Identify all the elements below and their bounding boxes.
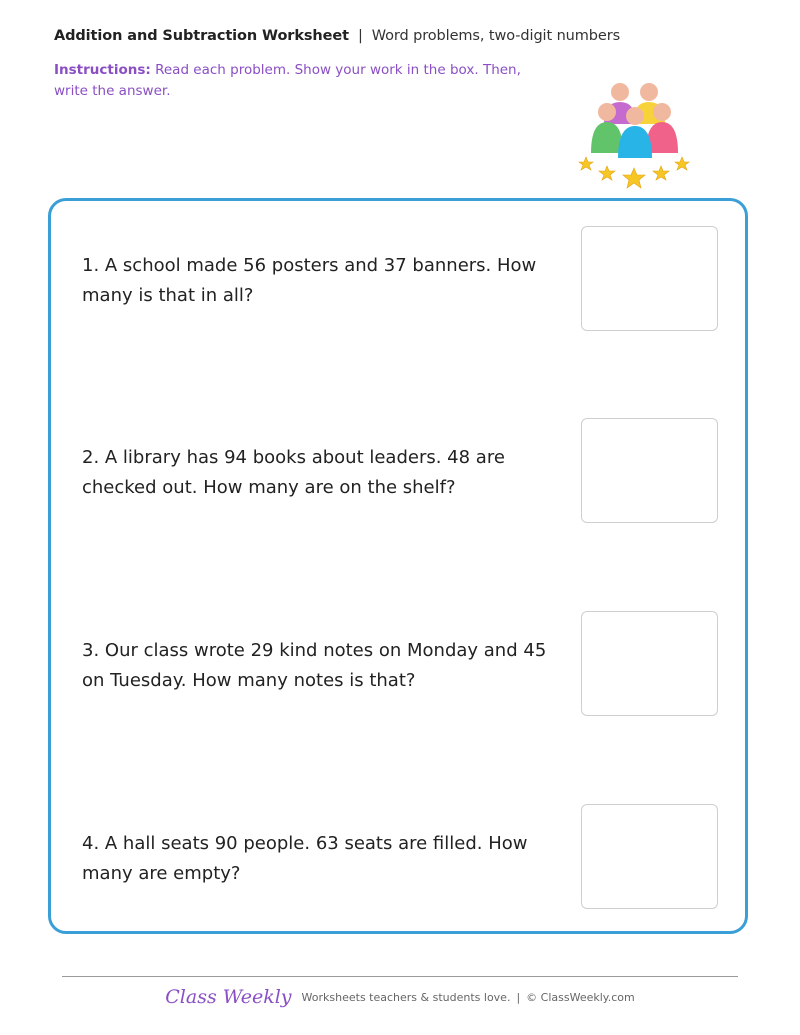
problem-2-text: 2. A library has 94 books about leaders. 48 are checked out. How many are on the shelf? — [82, 447, 505, 498]
answer-box-4[interactable] — [581, 804, 718, 909]
instructions-text: Read each problem. Show your work in the box. Then, write the answer. — [54, 62, 521, 99]
instructions — [54, 60, 554, 102]
footer-separator: | — [516, 991, 521, 1004]
instructions-label: Instructions: — [54, 62, 151, 78]
footer-tagline: Worksheets teachers & students love. — [301, 991, 511, 1004]
worksheet-title: Addition and Subtraction Worksheet — [54, 28, 349, 44]
problem-1-text: 1. A school made 56 posters and 37 banners. How many is that in all? — [82, 255, 537, 306]
problems-card — [48, 198, 748, 934]
problem-3-text: 3. Our class wrote 29 kind notes on Monday and 45 on Tuesday. How many notes is that? — [82, 640, 547, 691]
worksheet-header — [54, 28, 620, 44]
answer-box-3[interactable] — [581, 611, 718, 716]
answer-box-2[interactable] — [581, 418, 718, 523]
group-of-people-with-stars-icon — [574, 78, 694, 196]
footer — [0, 986, 800, 1008]
worksheet-subtitle: Word problems, two-digit numbers — [371, 28, 621, 44]
footer-copyright: © ClassWeekly.com — [526, 991, 635, 1004]
problem-4-text: 4. A hall seats 90 people. 63 seats are filled. How many are empty? — [82, 833, 528, 884]
brand-logo: Class Weekly — [165, 986, 292, 1008]
footer-divider — [62, 976, 738, 977]
answer-box-1[interactable] — [581, 226, 718, 331]
header-separator: | — [357, 28, 363, 44]
